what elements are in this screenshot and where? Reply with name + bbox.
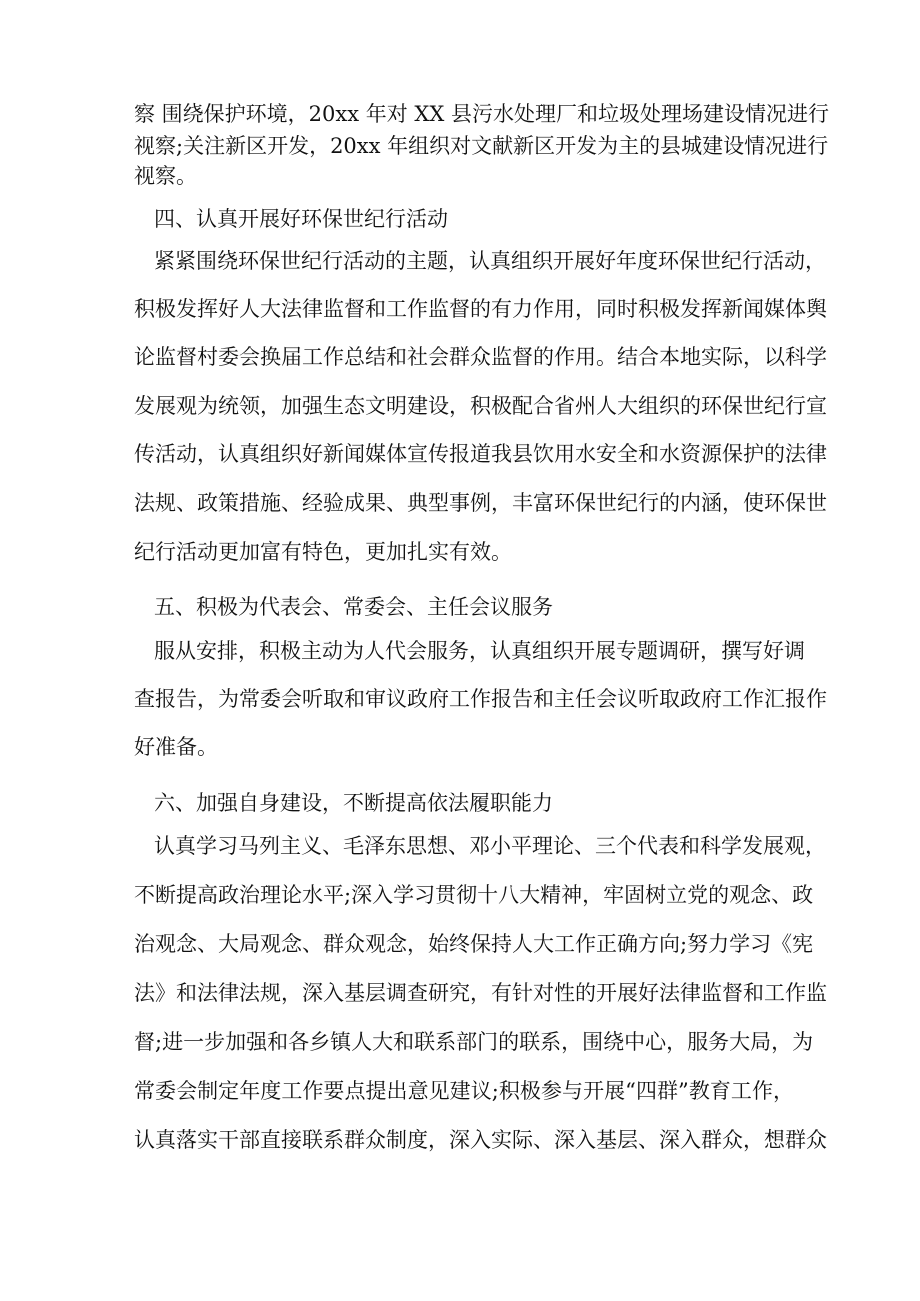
section-heading: 六、加强自身建设，不断提高依法履职能力: [154, 791, 553, 815]
text-line: 论监督村委会换届工作总结和社会群众监督的作用。结合本地实际，以科学: [134, 345, 827, 369]
text-line: 传活动，认真组织好新闻媒体宣传报道我县饮用水安全和水资源保护的法律: [134, 442, 827, 466]
text-line: 常委会制定年度工作要点提出意见建议;积极参与开展“四群”教育工作，: [134, 1079, 794, 1103]
text-line: 治观念、大局观念、群众观念，始终保持人大工作正确方向;努力学习《宪: [134, 932, 814, 956]
text-line: 好准备。: [134, 735, 218, 759]
text-line: 视察;关注新区开发，20xx 年组织对文献新区开发为主的县城建设情况进行: [134, 134, 829, 158]
text-line: 认真学习马列主义、毛泽东思想、邓小平理论、三个代表和科学发展观，: [154, 834, 826, 858]
text-line: 紧紧围绕环保世纪行活动的主题，认真组织开展好年度环保世纪行活动，: [154, 249, 826, 273]
text-line: 法规、政策措施、经验成果、典型事例，丰富环保世纪行的内涵，使环保世: [134, 491, 827, 515]
section-heading: 五、积极为代表会、常委会、主任会议服务: [154, 595, 553, 619]
text-line: 不断提高政治理论水平;深入学习贯彻十八大精神，牢固树立党的观念、政: [134, 883, 814, 907]
text-line: 督;进一步加强和各乡镇人大和联系部门的联系，围绕中心，服务大局，为: [134, 1030, 814, 1054]
text-line: 积极发挥好人大法律监督和工作监督的有力作用，同时积极发挥新闻媒体舆: [134, 297, 827, 321]
text-line: 认真落实干部直接联系群众制度，深入实际、深入基层、深入群众，想群众: [134, 1128, 827, 1152]
text-line: 查报告，为常委会听取和审议政府工作报告和主任会议听取政府工作汇报作: [134, 687, 827, 711]
text-line: 法》和法律法规，深入基层调查研究，有针对性的开展好法律监督和工作监: [134, 981, 827, 1005]
text-line: 发展观为统领，加强生态文明建设，积极配合省州人大组织的环保世纪行宣: [134, 394, 827, 418]
text-line: 纪行活动更加富有特色，更加扎实有效。: [134, 540, 512, 564]
text-line: 服从安排，积极主动为人代会服务，认真组织开展专题调研，撰写好调: [154, 639, 805, 663]
section-heading: 四、认真开展好环保世纪行活动: [154, 207, 448, 231]
text-line: 察 围绕保护环境，20xx 年对 XX 县污水处理厂和垃圾处理场建设情况进行: [134, 102, 830, 126]
text-line: 视察。: [134, 164, 197, 188]
